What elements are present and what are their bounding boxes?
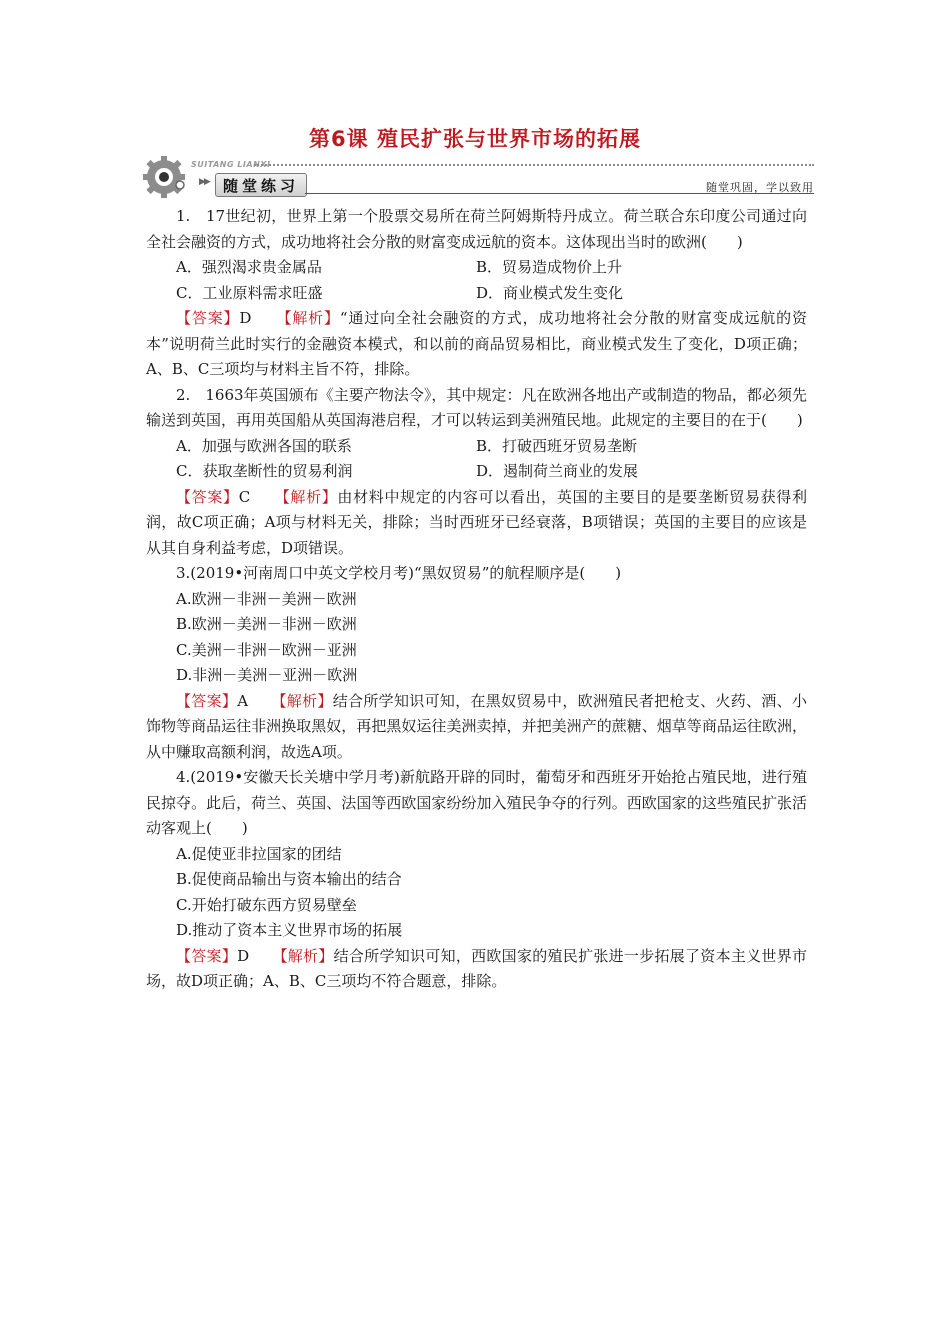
answer-tag: 【答案】 xyxy=(176,487,239,506)
question-stem: 1. 17世纪初，世界上第一个股票交易所在荷兰阿姆斯特丹成立。荷兰联合东印度公司通过向全社会融资的方式，成功地将社会分散的财富变成远航的资本。这体现出当时的欧洲( ) xyxy=(146,207,807,251)
analysis-tag: 【解析】 xyxy=(282,487,338,506)
option: B．打破西班牙贸易垄断 xyxy=(476,436,638,455)
answer-block xyxy=(146,485,807,562)
option: D．遏制荷兰商业的发展 xyxy=(476,462,639,480)
option: A.促使亚非拉国家的团结 xyxy=(176,844,342,863)
question-stem: 4.(2019•安徽天长关塘中学月考)新航路开辟的同时，葡萄牙和西班牙开始抢占殖民地，进行殖民掠夺。此后，荷兰、英国、法国等西欧国家纷纷加入殖民争夺的行列。西欧国家的这些殖民扩张活动客观上( ) xyxy=(146,768,807,837)
banner-dotted-line xyxy=(254,164,814,166)
option: A．加强与欧洲各国的联系 xyxy=(176,436,352,455)
answer-value: D xyxy=(237,946,250,965)
analysis-tag: 【解析】 xyxy=(280,946,334,965)
analysis-tag: 【解析】 xyxy=(283,309,340,327)
option: C.美洲－非洲－欧洲－亚洲 xyxy=(176,640,357,659)
answer-block xyxy=(146,689,807,766)
option: A．强烈渴求贵金属品 xyxy=(176,258,322,276)
answer-value: A xyxy=(237,691,249,710)
questions-content xyxy=(146,204,807,995)
banner-label-box xyxy=(215,173,307,197)
answer-block xyxy=(146,944,807,995)
analysis-tag: 【解析】 xyxy=(279,691,333,710)
question-stem: 3.(2019•河南周口中英文学校月考)“黑奴贸易”的航程顺序是( ) xyxy=(176,564,622,582)
option: B．贸易造成物价上升 xyxy=(476,258,623,276)
arrow-icon: ▶▶ xyxy=(199,177,209,187)
answer-value: C xyxy=(238,487,251,506)
answer-value: D xyxy=(239,309,252,327)
answer-tag: 【答案】 xyxy=(176,946,238,965)
option: B.促使商品输出与资本输出的结合 xyxy=(176,870,402,888)
answer-tag: 【答案】 xyxy=(176,691,238,710)
option: C．获取垄断性的贸易利润 xyxy=(176,462,353,480)
banner-pinyin: SUITANG LIANXI xyxy=(191,160,271,169)
option: D．商业模式发生变化 xyxy=(476,283,624,302)
question-options xyxy=(146,255,807,306)
option: A.欧洲－非洲－美洲－欧洲 xyxy=(176,589,357,608)
section-banner xyxy=(142,155,814,200)
option: D.推动了资本主义世界市场的拓展 xyxy=(176,921,403,939)
answer-tag: 【答案】 xyxy=(176,309,240,327)
gear-icon xyxy=(142,155,190,199)
answer-block xyxy=(146,306,807,383)
option: C．工业原料需求旺盛 xyxy=(176,283,323,302)
analysis-text: “通过向全社会融资的方式，成功地将社会分散的财富变成远航的资本”说明荷兰此时实行的金融资本模式，和以前的商品贸易相比，商业模式发生了变化，D项正确；A、B、C三项均与材料主旨不符，排除。 xyxy=(146,309,807,378)
analysis-text: 结合所学知识可知，在黑奴贸易中，欧洲殖民者把枪支、火药、酒、小饰物等商品运往非洲换取黑奴，再把黑奴运往美洲卖掉，并把美洲产的蔗糖、烟草等商品运往欧洲，从中赚取高额利润，故选A项。 xyxy=(146,691,807,761)
analysis-text: 结合所学知识可知，西欧国家的殖民扩张进一步拓展了资本主义世界市场，故D项正确；A、B、C三项均不符合题意，排除。 xyxy=(146,946,807,990)
question-options xyxy=(146,434,807,485)
question-stem: 2. 1663年英国颁布《主要产物法令》，其中规定：凡在欧洲各地出产或制造的物品，都必须先输送到英国，再用英国船从英国海港启程，才可以转运到美洲殖民地。此规定的主要目的在于( ) xyxy=(146,385,807,429)
analysis-text: 由材料中规定的内容可以看出，英国的主要目的是要垄断贸易获得利润，故C项正确；A项与材料无关，排除；当时西班牙已经衰落，B项错误；英国的主要目的应该是从其自身利益考虑，D项错误。 xyxy=(146,487,807,557)
banner-slogan: 随堂巩固，学以致用 xyxy=(706,181,814,194)
option: D.非洲－美洲－亚洲－欧洲 xyxy=(176,666,358,684)
option: C.开始打破东西方贸易壁垒 xyxy=(176,895,357,914)
page-title: 第6课 殖民扩张与世界市场的拓展 xyxy=(309,127,641,151)
option: B.欧洲－美洲－非洲－欧洲 xyxy=(176,615,357,633)
banner-label: 随堂练习 xyxy=(222,177,299,195)
